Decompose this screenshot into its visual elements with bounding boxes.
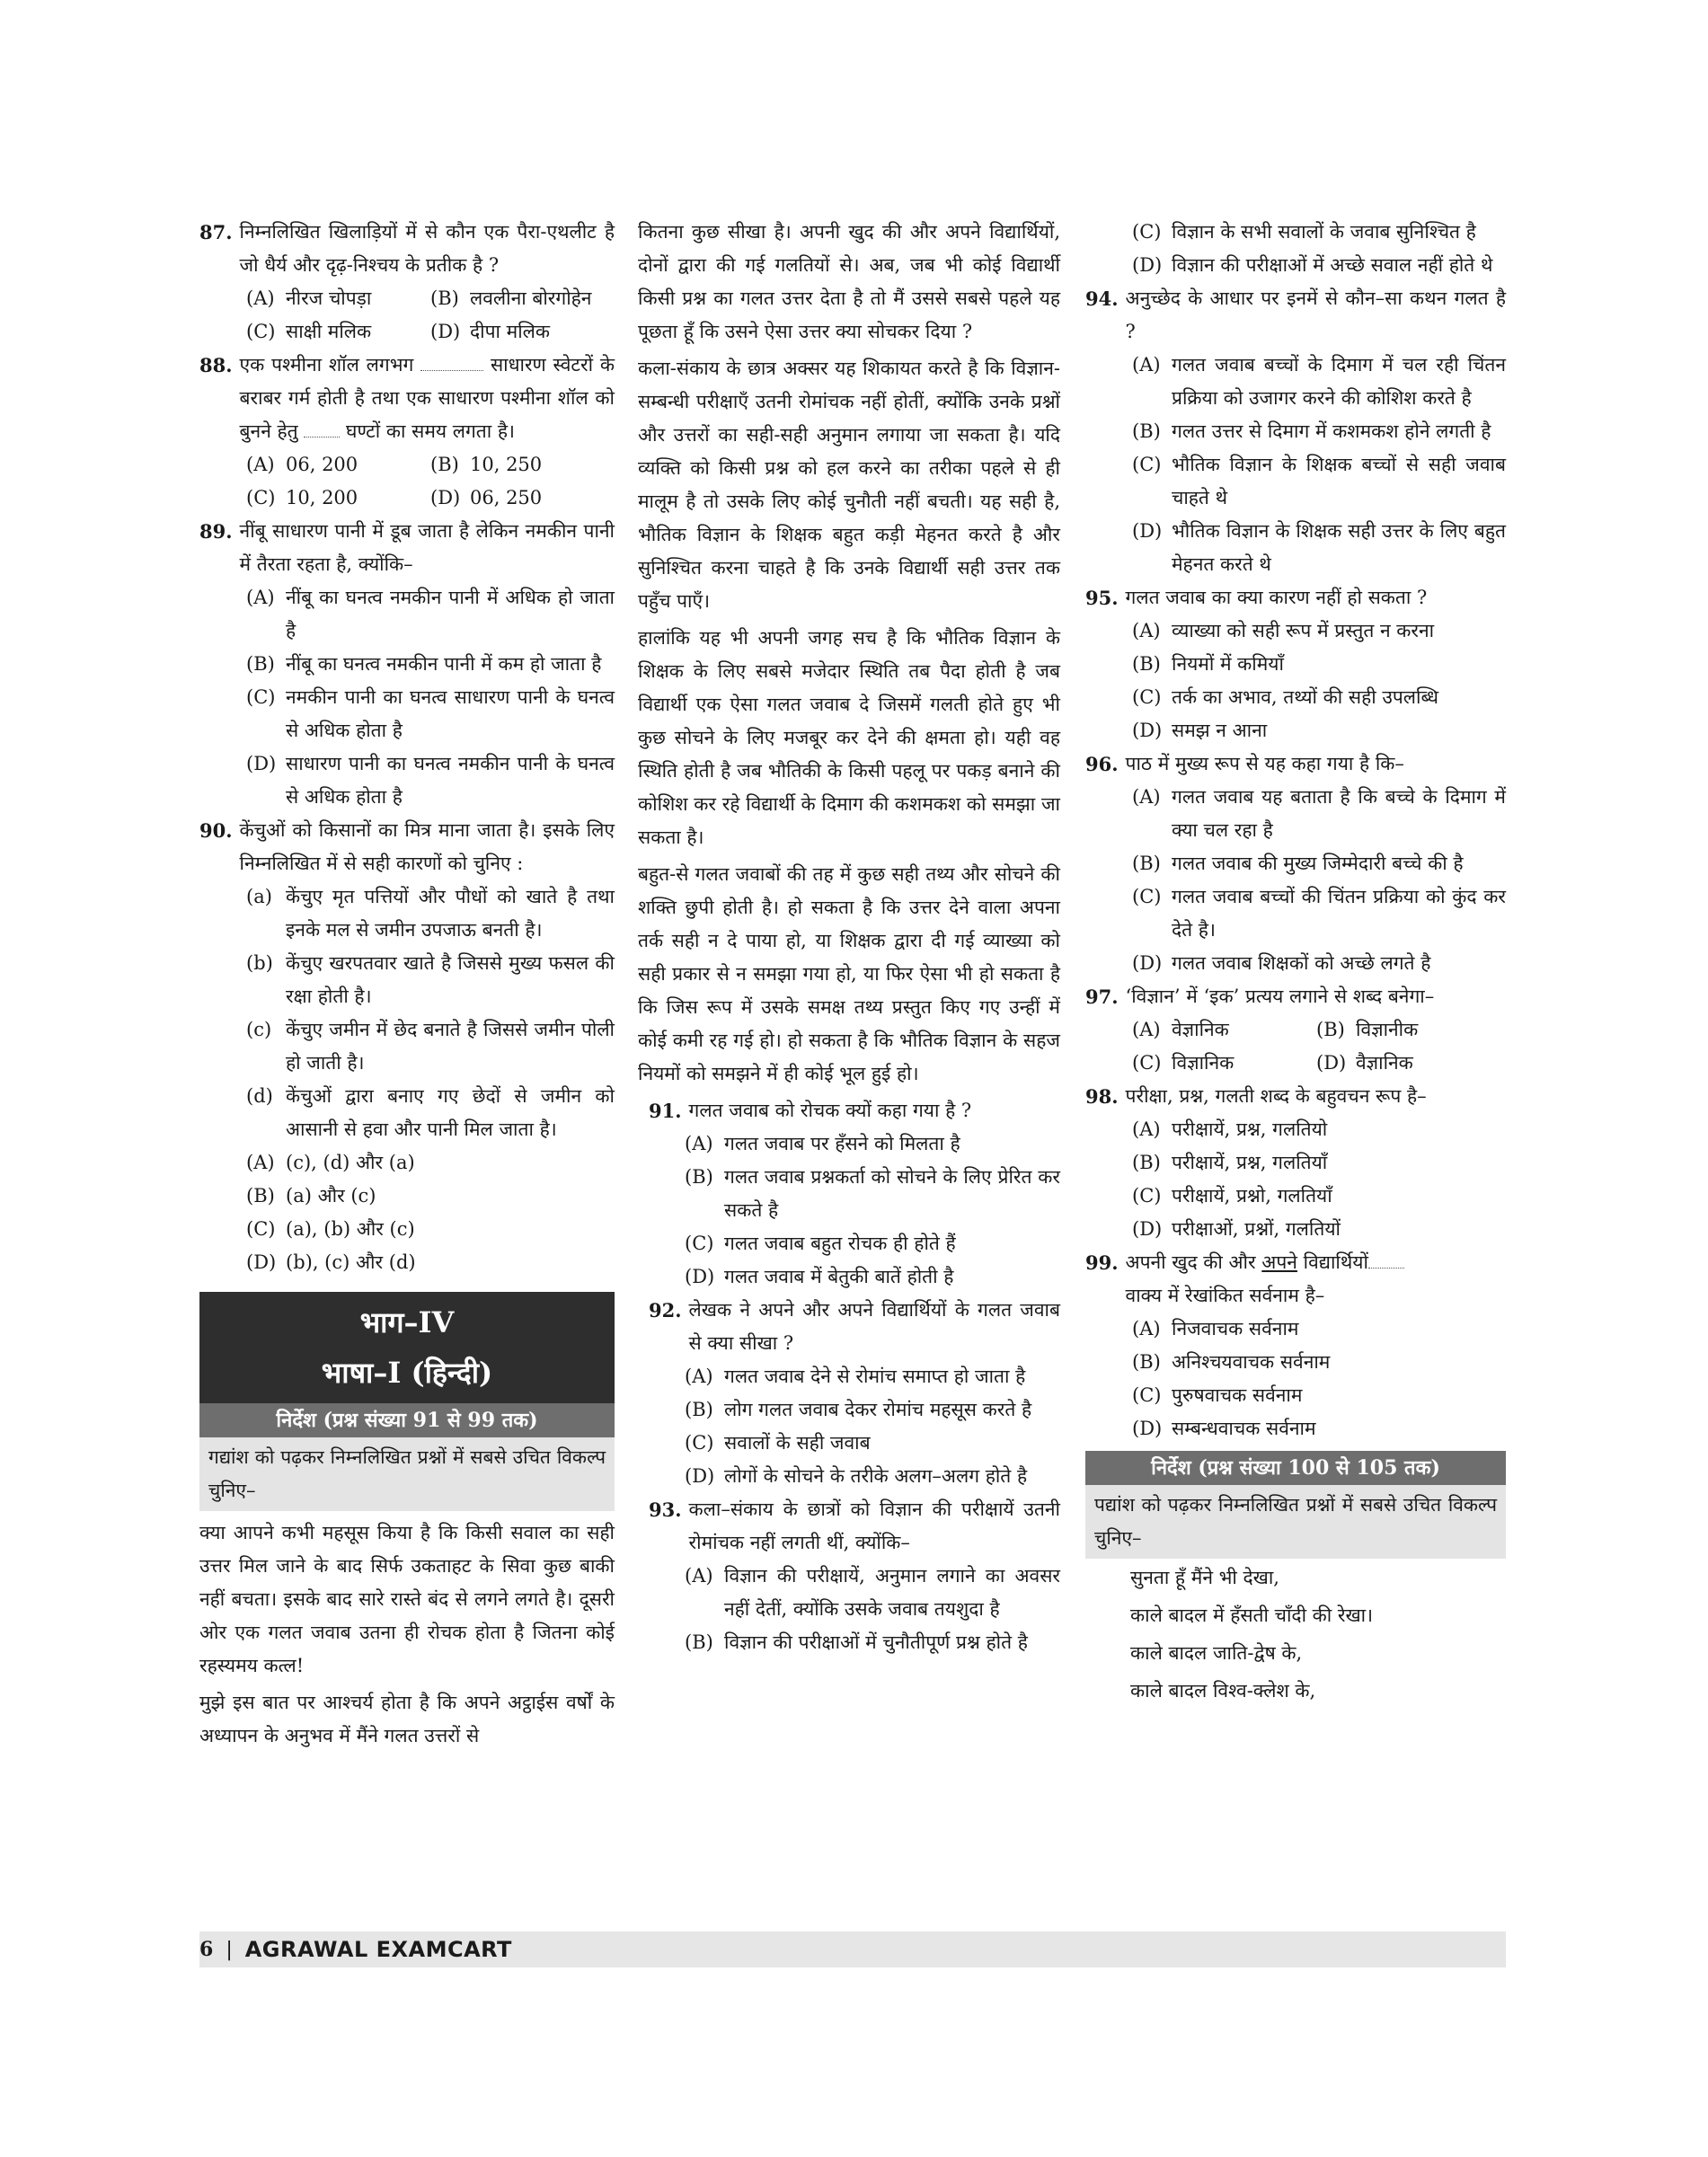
option-label: (A) xyxy=(1132,1118,1161,1140)
option-text: वेज्ञानिक xyxy=(1172,1019,1229,1040)
option-label: (B) xyxy=(685,1399,713,1420)
question-number: 91. xyxy=(649,1100,682,1122)
option-text: निजवाचक सर्वनाम xyxy=(1172,1318,1299,1339)
option-89-b xyxy=(199,648,615,681)
question-text: लेखक ने अपने और अपने विद्यार्थियों के गलत जवाब से क्या सीखा ? xyxy=(688,1299,1060,1354)
question-text: गलत जवाब को रोचक क्यों कहा गया है ? xyxy=(688,1100,972,1121)
option-text: भौतिक विज्ञान के शिक्षक सही उत्तर के लिए बहुत मेहनत करते थे xyxy=(1172,520,1506,575)
question-95 xyxy=(1085,581,1506,614)
option-label: (C) xyxy=(685,1432,714,1454)
passage-paragraph: कला-संकाय के छात्र अक्सर यह शिकायत करते है कि विज्ञान-सम्बन्धी परीक्षाएँ उतनी रोमांचक नहीं होतीं, क्योंकि उनके प्रश्नों और उत्तरों का सही-सही अनुमान लगाया जा सकता है। यदि व्यक्ति को किसी प्रश्न को हल करने का तरीका पहले से ही मालूम है तो उसके लिए कोई चुनौती नहीं बचती। यह सही है, भौतिक विज्ञान के शिक्षक बहुत कड़ी मेहनत करते है और सुनिश्चित करना चाहते है कि उनके विद्यार्थी सही उत्तर तक पहुँच पाएँ। xyxy=(638,358,1060,612)
passage-paragraph: क्या आपने कभी महसूस किया है कि किसी सवाल का सही उत्तर मिल जाने के बाद सिर्फ उकताहट के सिवा कुछ बाकी नहीं बचता। इसके बाद सारे रास्ते बंद से लगने लगते है। दूसरी ओर एक गलत जवाब उतना ही रोचक होता है जितना कोई रहस्यमय कत्ल! xyxy=(199,1522,615,1676)
option-99-a xyxy=(1085,1313,1506,1346)
option-92-b xyxy=(638,1393,1060,1427)
question-number: 93. xyxy=(649,1498,682,1521)
option-label: (D) xyxy=(1132,520,1163,542)
option-label: (B) xyxy=(1132,653,1161,675)
question-text xyxy=(1126,1246,1506,1313)
option-89-c xyxy=(199,681,615,747)
option-96-b xyxy=(1085,847,1506,880)
question-text: केंचुओं को किसानों का मित्र माना जाता है। इसके लिए निम्नलिखित में से सही कारणों को चुनिए : xyxy=(239,819,615,874)
statement-90-b xyxy=(199,947,615,1013)
option-text: नमकीन पानी का घनत्व साधारण पानी के घनत्व से अधिक होता है xyxy=(286,686,615,741)
question-number: 98. xyxy=(1085,1085,1119,1108)
passage-paragraph: हालांकि यह भी अपनी जगह सच है कि भौतिक विज्ञान के शिक्षक के लिए सबसे मजेदार स्थिति तब पैदा होती है जब विद्यार्थी एक ऐसा गलत जवाब दे जिसमें गलती होते हुए भी कुछ सोचने के लिए मजबूर कर देने की क्षमता हो। यही वह स्थिति होती है जब भौतिकी के किसी पहलू पर पकड़ बनाने की कोशिश कर रहे विद्यार्थी के दिमाग की कशमकश को समझा जा सकता है। xyxy=(638,627,1060,848)
part-title: भाग–IV xyxy=(359,1305,455,1339)
statement-text: केंचुए मृत पत्तियों और पौधों को खाते है तथा इनके मल से जमीन उपजाऊ बनती है। xyxy=(286,886,615,941)
option-text: परीक्षायें, प्रश्न, गलतियो xyxy=(1172,1118,1328,1140)
page-footer xyxy=(199,1932,1506,1967)
direction-text: पद्यांश को पढ़कर निम्नलिखित प्रश्नों में सबसे उचित विकल्प चुनिए– xyxy=(1085,1485,1506,1559)
question-text-part: घण्टों का समय लगता है। xyxy=(346,420,515,442)
option-text: गलत जवाब की मुख्य जिम्मेदारी बच्चे की है xyxy=(1172,853,1464,874)
option-94-a xyxy=(1085,349,1506,415)
blank-line xyxy=(1368,1268,1404,1269)
option-label: (C) xyxy=(1132,686,1162,708)
brand-logo-text: AGRAWAL EXAMCART xyxy=(244,1937,512,1962)
option-text: परीक्षायें, प्रश्नो, गलतियाँ xyxy=(1172,1185,1332,1207)
option-label: (A) xyxy=(246,587,275,608)
option-label: (A) xyxy=(1132,786,1161,808)
option-label: (B) xyxy=(246,1185,275,1207)
poem-line: काले बादल विश्व-क्लेश के, xyxy=(1130,1680,1316,1702)
question-text xyxy=(240,349,615,448)
option-label: (A) xyxy=(246,1152,275,1173)
underlined-pronoun: अपने xyxy=(1261,1251,1297,1273)
statement-90-c xyxy=(199,1013,615,1080)
option-label: (D) xyxy=(246,1251,277,1273)
option-text: गलत उत्तर से दिमाग में कशमकश होने लगती है xyxy=(1172,420,1491,442)
passage-paragraph: कितना कुछ सीखा है। अपनी खुद की और अपने विद्यार्थियों, दोनों द्वारा की गई गलतियों से। अब, जब भी कोई विद्यार्थी किसी प्रश्न का गलत उत्तर देता है तो मैं उससे सबसे पहले यह पूछता हूँ कि उसने ऐसा उत्तर क्या सोचकर दिया ? xyxy=(638,221,1060,342)
option-91-d xyxy=(638,1260,1060,1294)
option-label: (B) xyxy=(1132,1152,1161,1173)
option-label: (C) xyxy=(1132,1052,1162,1074)
question-number: 90. xyxy=(199,819,233,842)
question-94 xyxy=(1085,282,1506,349)
statement-label: (d) xyxy=(246,1085,273,1107)
statement-text: केंचुओं द्वारा बनाए गए छेदों से जमीन को आसानी से हवा और पानी मिल जाता है। xyxy=(286,1085,615,1140)
option-label: (C) xyxy=(246,321,276,342)
option-label: (B) xyxy=(685,1166,713,1188)
option-label: (A) xyxy=(1132,1019,1161,1040)
question-text-part: साधारण स्वेटरों के बराबर गर्म होती है तथा एक साधारण पश्मीना शॉल को बुनने हेतु xyxy=(239,354,615,442)
option-text: विज्ञान के सभी सवालों के जवाब सुनिश्चित है xyxy=(1172,221,1476,243)
option-93-c xyxy=(1085,216,1506,249)
option-text: गलत जवाब प्रश्नकर्ता को सोचने के लिए प्रेरित कर सकते है xyxy=(724,1166,1060,1221)
option-label: (B) xyxy=(1132,853,1161,874)
option-92-d xyxy=(638,1460,1060,1493)
option-99-d xyxy=(1085,1412,1506,1445)
option-text: विज्ञान की परीक्षायें, अनुमान लगाने का अवसर नहीं देतीं, क्योंकि उसके जवाब तयशुदा है xyxy=(724,1565,1060,1620)
option-label: (C) xyxy=(685,1233,714,1254)
option-94-b xyxy=(1085,415,1506,448)
question-text: गलत जवाब का क्या कारण नहीं हो सकता ? xyxy=(1125,587,1428,608)
poem xyxy=(1085,1559,1506,1710)
option-label: (C) xyxy=(1132,221,1162,243)
option-text: विज्ञान की परीक्षाओं में चुनौतीपूर्ण प्रश्न होते है xyxy=(724,1631,1028,1653)
option-label: (B) xyxy=(1316,1019,1345,1040)
option-text: गलत जवाब देने से रोमांच समाप्त हो जाता है xyxy=(724,1366,1026,1387)
column-1 xyxy=(199,216,615,1756)
option-90-b xyxy=(199,1180,615,1213)
option-89-d xyxy=(199,747,615,814)
question-text: नींबू साधारण पानी में डूब जाता है लेकिन नमकीन पानी में तैरता रहता है, क्योंकि– xyxy=(239,520,615,575)
page-number: 6 xyxy=(199,1938,214,1961)
option-94-d xyxy=(1085,515,1506,581)
options-88b xyxy=(199,482,615,515)
question-number: 89. xyxy=(199,520,233,543)
option-text: नीरज चोपड़ा xyxy=(286,287,372,309)
statement-90-a xyxy=(199,880,615,947)
question-99 xyxy=(1085,1246,1506,1313)
option-label: (D) xyxy=(430,321,461,342)
statement-label: (c) xyxy=(246,1019,272,1040)
option-text: नींबू का घनत्व नमकीन पानी में अधिक हो जाता है xyxy=(286,587,615,641)
option-93-a xyxy=(638,1560,1060,1626)
option-label: (D) xyxy=(1132,1218,1163,1240)
column-2 xyxy=(638,216,1060,1659)
passage-paragraph: मुझे इस बात पर आश्चर्य होता है कि अपने अट्ठाईस वर्षों के अध्यापन के अनुभव में मैंने गलत उत्तरों से xyxy=(199,1692,615,1746)
option-text: (a), (b) और (c) xyxy=(286,1218,415,1240)
option-text: नींबू का घनत्व नमकीन पानी में कम हो जाता है xyxy=(286,653,602,675)
option-text: विज्ञानिक xyxy=(1172,1052,1235,1074)
option-93-b xyxy=(638,1626,1060,1659)
part-subtitle: भाषा–I (हिन्दी) xyxy=(321,1356,493,1390)
option-label: (D) xyxy=(1132,952,1163,974)
option-label: (D) xyxy=(1316,1052,1347,1074)
option-98-a xyxy=(1085,1113,1506,1146)
option-label: (D) xyxy=(1132,720,1163,741)
options-88 xyxy=(199,448,615,482)
option-label: (A) xyxy=(1132,354,1161,376)
option-91-a xyxy=(638,1127,1060,1161)
option-98-c xyxy=(1085,1180,1506,1213)
option-text: लवलीना बोरगोहेन xyxy=(470,287,592,309)
question-text: कला–संकाय के छात्रों को विज्ञान की परीक्षायें उतनी रोमांचक नहीं लगती थीं, क्योंकि– xyxy=(688,1498,1060,1553)
option-96-c xyxy=(1085,880,1506,947)
question-number: 87. xyxy=(199,221,233,243)
question-text: परीक्षा, प्रश्न, गलती शब्द के बहुवचन रूप है– xyxy=(1125,1085,1427,1107)
option-92-c xyxy=(638,1427,1060,1460)
poem-line: सुनता हूँ मैंने भी देखा, xyxy=(1130,1567,1279,1588)
option-text: (c), (d) और (a) xyxy=(286,1152,415,1173)
option-label: (B) xyxy=(430,454,459,475)
option-text: विज्ञान की परीक्षाओं में अच्छे सवाल नहीं होते थे xyxy=(1172,254,1493,276)
options-87b xyxy=(199,315,615,349)
option-90-d xyxy=(199,1246,615,1279)
option-95-b xyxy=(1085,648,1506,681)
option-91-c xyxy=(638,1227,1060,1260)
question-number: 95. xyxy=(1085,587,1119,609)
question-98 xyxy=(1085,1080,1506,1113)
option-text: साक्षी मलिक xyxy=(286,321,372,342)
option-95-d xyxy=(1085,714,1506,747)
question-89 xyxy=(199,515,615,581)
statement-text: केंचुए जमीन में छेद बनाते है जिससे जमीन पोली हो जाती है। xyxy=(286,1019,615,1074)
option-text: गलत जवाब में बेतुकी बातें होती है xyxy=(724,1266,954,1287)
option-98-b xyxy=(1085,1146,1506,1180)
option-text: गलत जवाब बहुत रोचक ही होते हैं xyxy=(724,1233,956,1254)
option-text: परीक्षाओं, प्रश्नों, गलतियों xyxy=(1172,1218,1341,1240)
column-3 xyxy=(1085,216,1506,1710)
option-93-d xyxy=(1085,249,1506,282)
question-87 xyxy=(199,216,615,282)
question-text-part: एक पश्मीना शॉल लगभग xyxy=(239,354,414,376)
option-label: (A) xyxy=(246,454,275,475)
question-91 xyxy=(638,1094,1060,1127)
footer-separator: | xyxy=(226,1938,233,1961)
option-label: (A) xyxy=(685,1366,713,1387)
option-text: 06, 250 xyxy=(470,487,543,508)
question-number: 97. xyxy=(1085,986,1119,1008)
question-text-part: वाक्य में रेखांकित सर्वनाम है– xyxy=(1125,1285,1325,1306)
option-text: 10, 250 xyxy=(470,454,543,475)
question-number: 99. xyxy=(1085,1251,1119,1274)
question-text: अनुच्छेद के आधार पर इनमें से कौन–सा कथन गलत है ? xyxy=(1125,287,1506,342)
option-text: अनिश्चयवाचक सर्वनाम xyxy=(1172,1351,1331,1373)
option-text: लोग गलत जवाब देकर रोमांच महसूस करते है xyxy=(724,1399,1032,1420)
option-96-a xyxy=(1085,781,1506,847)
option-label: (B) xyxy=(430,287,459,309)
question-97 xyxy=(1085,980,1506,1013)
question-text: पाठ में मुख्य रूप से यह कहा गया है कि– xyxy=(1125,753,1404,774)
option-text: गलत जवाब यह बताता है कि बच्चे के दिमाग में क्या चल रहा है xyxy=(1172,786,1506,841)
option-label: (C) xyxy=(246,1218,276,1240)
option-label: (B) xyxy=(246,653,275,675)
question-number: 94. xyxy=(1085,287,1119,310)
option-label: (C) xyxy=(1132,1384,1162,1406)
question-text: ‘विज्ञान’ में ‘इक’ प्रत्यय लगाने से शब्द बनेगा– xyxy=(1125,986,1435,1007)
option-99-b xyxy=(1085,1346,1506,1379)
poem-line: काले बादल जाति-द्वेष के, xyxy=(1130,1642,1303,1664)
option-95-a xyxy=(1085,614,1506,648)
option-90-c xyxy=(199,1213,615,1246)
part-heading-box xyxy=(199,1292,615,1403)
option-text: पुरुषवाचक सर्वनाम xyxy=(1172,1384,1303,1406)
option-92-a xyxy=(638,1360,1060,1393)
option-text: (a) और (c) xyxy=(286,1185,376,1207)
option-text: सवालों के सही जवाब xyxy=(724,1432,871,1454)
option-label: (B) xyxy=(1132,420,1161,442)
option-label: (A) xyxy=(246,287,275,309)
question-90 xyxy=(199,814,615,880)
option-label: (C) xyxy=(1132,1185,1162,1207)
option-label: (A) xyxy=(1132,1318,1161,1339)
option-text: लोगों के सोचने के तरीके अलग–अलग होते है xyxy=(724,1465,1028,1487)
option-text: दीपा मलिक xyxy=(470,321,550,342)
statement-90-d xyxy=(199,1080,615,1146)
question-92 xyxy=(638,1294,1060,1360)
option-89-a xyxy=(199,581,615,648)
option-text: गलत जवाब पर हँसने को मिलता है xyxy=(724,1133,960,1154)
option-text: समझ न आना xyxy=(1172,720,1268,741)
option-label: (C) xyxy=(246,686,276,708)
direction-bar: निर्देश (प्रश्न संख्या 91 से 99 तक) xyxy=(199,1403,615,1437)
option-label: (A) xyxy=(685,1565,713,1587)
option-text: गलत जवाब शिक्षकों को अच्छे लगते है xyxy=(1172,952,1431,974)
option-text: गलत जवाब बच्चों के दिमाग में चल रही चिंतन प्रक्रिया को उजागर करने की कोशिश करते है xyxy=(1172,354,1506,409)
option-99-c xyxy=(1085,1379,1506,1412)
option-text: गलत जवाब बच्चों की चिंतन प्रक्रिया को कुंद कर देते है। xyxy=(1172,886,1506,941)
option-90-a xyxy=(199,1146,615,1180)
option-text: वैज्ञानिक xyxy=(1356,1052,1413,1074)
option-text: साधारण पानी का घनत्व नमकीन पानी के घनत्व से अधिक होता है xyxy=(286,753,615,808)
options-97b xyxy=(1085,1047,1506,1080)
option-label: (A) xyxy=(1132,620,1161,641)
option-label: (D) xyxy=(685,1465,715,1487)
question-number: 92. xyxy=(649,1299,682,1322)
statement-text: केंचुए खरपतवार खाते है जिससे मुख्य फसल की रक्षा होती है। xyxy=(286,952,615,1007)
blank-line xyxy=(304,437,340,438)
options-87 xyxy=(199,282,615,315)
direction-bar: निर्देश (प्रश्न संख्या 100 से 105 तक) xyxy=(1085,1451,1506,1485)
option-label: (D) xyxy=(430,487,461,508)
question-text-part: विद्यार्थियों xyxy=(1303,1251,1368,1273)
statement-label: (b) xyxy=(246,952,273,974)
direction-text: गद्यांश को पढ़कर निम्नलिखित प्रश्नों में सबसे उचित विकल्प चुनिए– xyxy=(199,1437,615,1511)
option-text: नियमों में कमियाँ xyxy=(1172,653,1284,675)
option-95-c xyxy=(1085,681,1506,714)
option-96-d xyxy=(1085,947,1506,980)
question-88 xyxy=(199,349,615,448)
option-label: (D) xyxy=(1132,254,1163,276)
option-text: (b), (c) और (d) xyxy=(286,1251,416,1273)
option-text: भौतिक विज्ञान के शिक्षक बच्चों से सही जवाब चाहते थे xyxy=(1172,454,1506,508)
option-94-c xyxy=(1085,448,1506,515)
question-text-part: अपनी खुद की और xyxy=(1125,1251,1256,1273)
option-label: (C) xyxy=(246,487,276,508)
option-text: 06, 200 xyxy=(286,454,358,475)
question-text: निम्नलिखित खिलाड़ियों में से कौन एक पैरा-एथलीट है जो धैर्य और दृढ़-निश्चय के प्रतीक है ? xyxy=(239,221,615,276)
option-91-b xyxy=(638,1161,1060,1227)
option-98-d xyxy=(1085,1213,1506,1246)
option-text: परीक्षायें, प्रश्न, गलतियाँ xyxy=(1172,1152,1328,1173)
option-label: (C) xyxy=(1132,886,1162,907)
passage-paragraph: बहुत-से गलत जवाबों की तह में कुछ सही तथ्य और सोचने की शक्ति छुपी होती है। हो सकता है कि उत्तर देने वाला अपना तर्क सही न दे पाया हो, या शिक्षक द्वारा दी गई व्याख्या को सही प्रकार से न समझा गया हो, या फिर ऐसा भी हो सकता है कि जिस रूप में उसके समक्ष तथ्य प्रस्तुत किए गए उन्हीं में कोई कमी रह गई हो। हो सकता है कि भौतिक विज्ञान के सहज नियमों को समझने में ही कोई भूल हुई हो। xyxy=(638,863,1060,1084)
option-text: व्याख्या को सही रूप में प्रस्तुत न करना xyxy=(1172,620,1435,641)
option-text: विज्ञानीक xyxy=(1356,1019,1419,1040)
option-label: (C) xyxy=(1132,454,1162,475)
options-97 xyxy=(1085,1013,1506,1047)
option-text: 10, 200 xyxy=(286,487,358,508)
option-label: (D) xyxy=(246,753,277,774)
poem-line: काले बादल में हँसती चाँदी की रेखा। xyxy=(1130,1604,1374,1626)
option-label: (D) xyxy=(1132,1418,1163,1439)
question-93 xyxy=(638,1493,1060,1560)
option-label: (B) xyxy=(685,1631,713,1653)
option-label: (B) xyxy=(1132,1351,1161,1373)
blank-line xyxy=(420,370,483,371)
question-number: 88. xyxy=(199,354,233,376)
question-number: 96. xyxy=(1085,753,1119,775)
option-text: सम्बन्धवाचक सर्वनाम xyxy=(1172,1418,1316,1439)
option-text: तर्क का अभाव, तथ्यों की सही उपलब्धि xyxy=(1172,686,1438,708)
option-label: (A) xyxy=(685,1133,713,1154)
option-label: (D) xyxy=(685,1266,715,1287)
question-96 xyxy=(1085,747,1506,781)
statement-label: (a) xyxy=(246,886,272,907)
